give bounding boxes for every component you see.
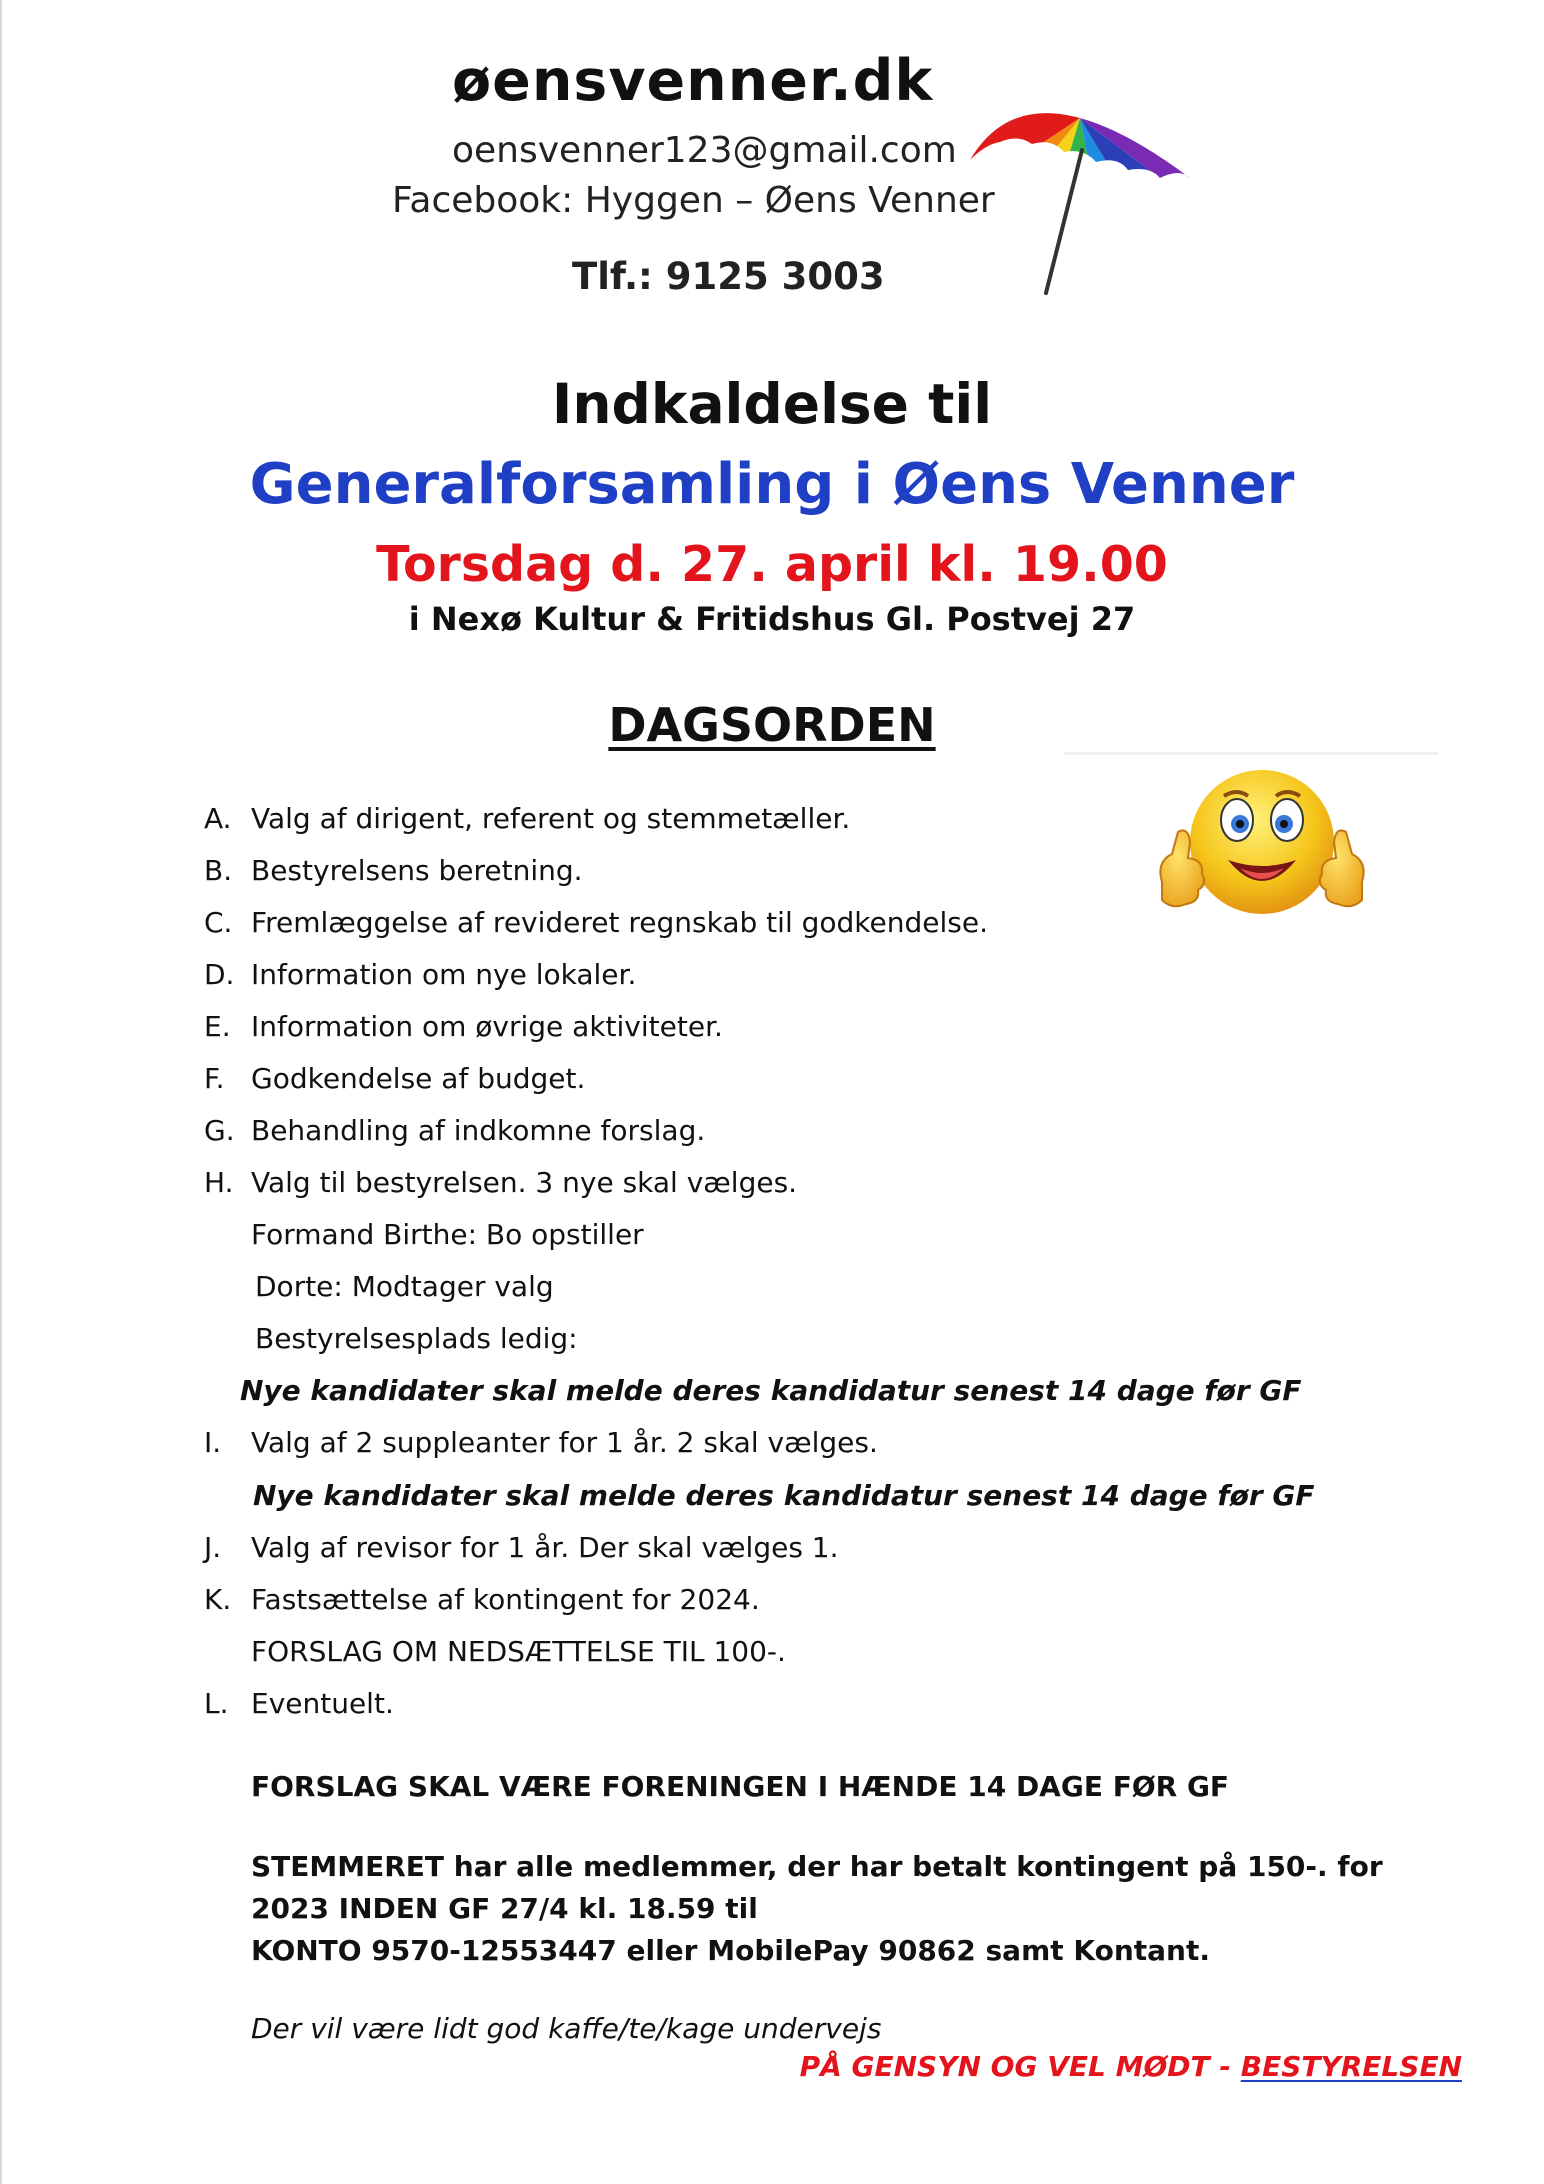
phone-number: Tlf.: 9125 3003 xyxy=(572,255,885,298)
email-address: oensvenner123@gmail.com xyxy=(452,130,957,171)
thumbs-up-smiley-icon xyxy=(1142,762,1382,942)
meeting-title: Generalforsamling i Øens Venner xyxy=(249,452,1295,517)
agenda-item-h-candidate-2: Dorte: Modtager valg xyxy=(255,1270,554,1303)
site-name: øensvenner.dk xyxy=(452,48,934,114)
agenda-item-i-note: Nye kandidater skal melde deres kandidatur senest 14 dage før GF xyxy=(253,1479,1315,1512)
facebook-line: Facebook: Hyggen – Øens Venner xyxy=(392,180,995,221)
voting-rights-line-2: 2023 INDEN GF 27/4 kl. 18.59 til xyxy=(251,1892,758,1925)
payment-account-line: KONTO 9570-12553447 eller MobilePay 90862 samt Kontant. xyxy=(251,1934,1210,1967)
meeting-location: i Nexø Kultur & Fritidshus Gl. Postvej 27 xyxy=(408,600,1136,638)
proposal-deadline-note: FORSLAG SKAL VÆRE FORENINGEN I HÆNDE 14 DAGE FØR GF xyxy=(251,1770,1230,1803)
meeting-date: Torsdag d. 27. april kl. 19.00 xyxy=(376,536,1168,593)
closing-signature: PÅ GENSYN OG VEL MØDT - BESTYRELSEN xyxy=(799,2050,1462,2083)
voting-rights-line-1: STEMMERET har alle medlemmer, der har betalt kontingent på 150-. for xyxy=(251,1850,1383,1883)
invitation-heading: Indkaldelse til xyxy=(551,372,993,436)
agenda-item-h-candidate-1: Formand Birthe: Bo opstiller xyxy=(251,1218,644,1251)
refreshments-note: Der vil være lidt god kaffe/te/kage undervejs xyxy=(251,2012,882,2045)
agenda-heading: DAGSORDEN xyxy=(608,698,936,752)
agenda-item-k-proposal: FORSLAG OM NEDSÆTTELSE TIL 100-. xyxy=(251,1635,786,1668)
umbrella-icon xyxy=(960,78,1200,300)
agenda-item-h-candidate-3: Bestyrelsesplads ledig: xyxy=(255,1322,578,1355)
agenda-item-h-note: Nye kandidater skal melde deres kandidatur senest 14 dage før GF xyxy=(240,1374,1302,1407)
page-edge xyxy=(0,0,2,2184)
